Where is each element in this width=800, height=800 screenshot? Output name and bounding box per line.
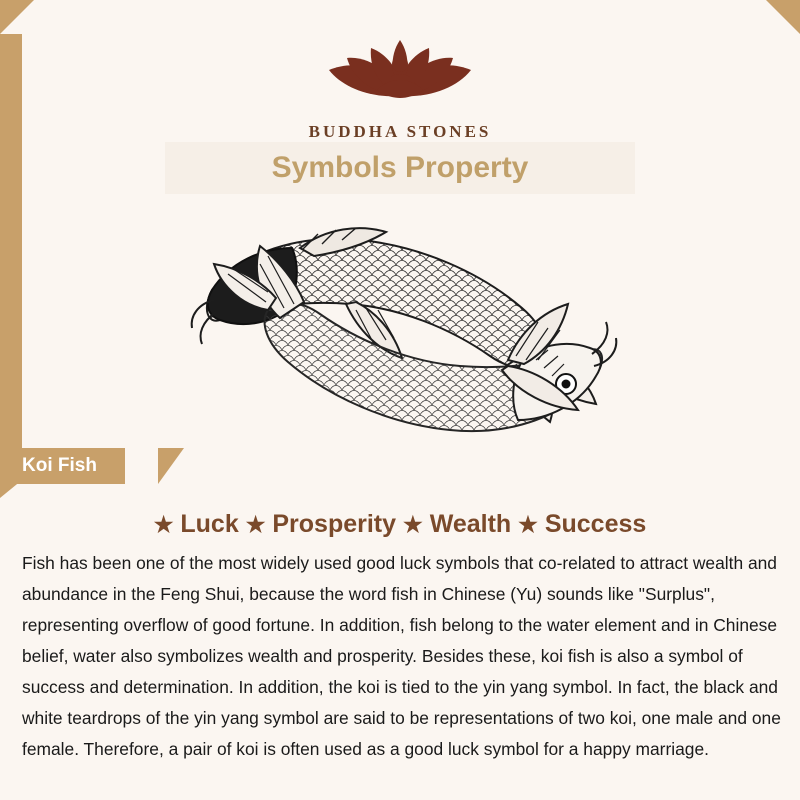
section-tag-label: Koi Fish <box>22 455 97 476</box>
page-title: Symbols Property <box>271 151 529 184</box>
keyword-wealth: Wealth <box>429 510 512 538</box>
title-banner <box>165 142 635 194</box>
star-icon: ★ <box>245 512 266 537</box>
keyword-prosperity: Prosperity <box>272 510 397 538</box>
section-tag-arrow <box>158 448 184 484</box>
keyword-list <box>0 510 800 539</box>
keyword-success: Success <box>544 510 647 538</box>
description-paragraph: Fish has been one of the most widely used good luck symbols that co-related to attract wealth and abundance in the Feng Shui, because the word fish in Chinese (Yu) sounds like "Surplus", representing overflow of good fortune. In addition, fish belong to the water element and in Chinese belief, water also symbolizes wealth and prosperity. Besides these, koi fish is also a symbol of success and determination. In addition, the koi is tied to the yin yang symbol. In fact, the black and white teardrops of the yin yang symbol are said to be representations of two koi, one male and one female. Therefore, a pair of koi is often used as a good luck symbol for a happy marriage. <box>22 553 781 759</box>
star-icon: ★ <box>403 512 423 537</box>
bottom-fade-overlay <box>0 774 800 800</box>
two-koi-fish-yin-yang-illustration <box>150 200 660 470</box>
star-icon: ★ <box>153 512 174 537</box>
brand-name: BUDDHA STONES <box>308 122 492 141</box>
lotus-meditation-icon <box>0 18 800 118</box>
brand-logo <box>0 18 800 142</box>
keyword-luck: Luck <box>180 510 239 538</box>
star-icon: ★ <box>518 512 538 537</box>
section-tag <box>0 448 125 484</box>
